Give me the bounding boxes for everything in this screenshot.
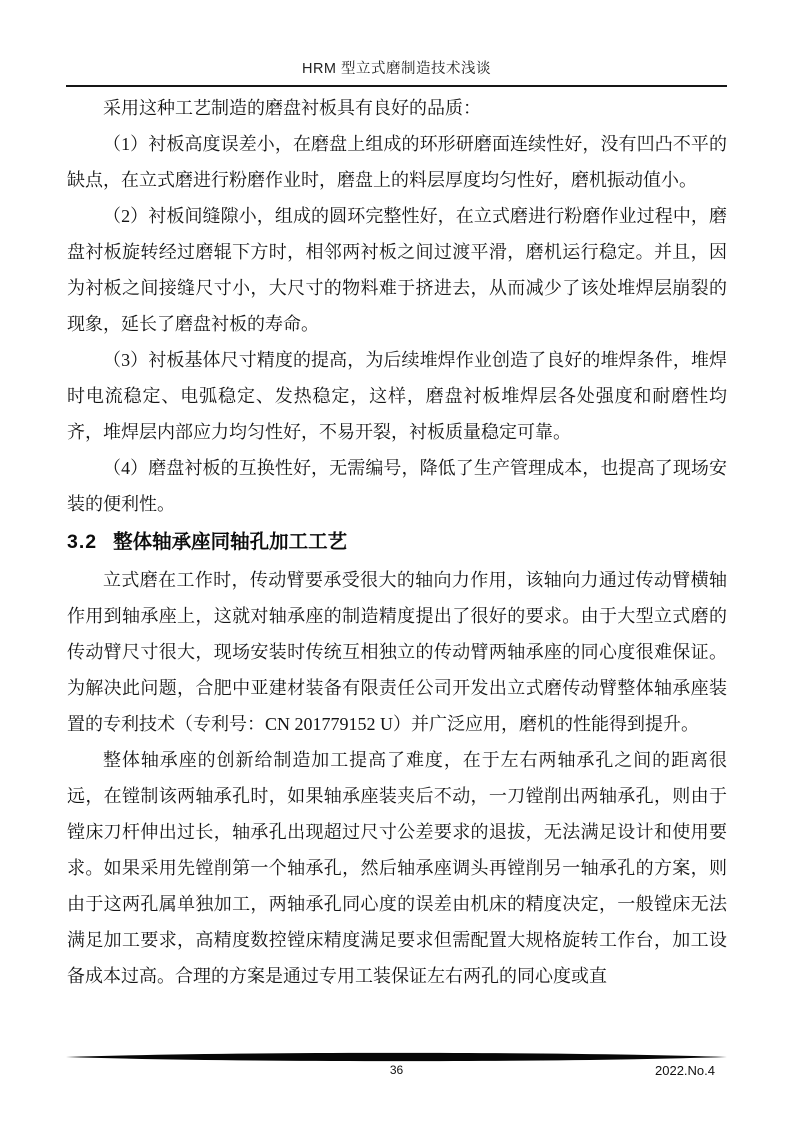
footer-rule: [66, 1052, 727, 1062]
footer-text-row: [0, 1063, 793, 1083]
paragraph-item-3: （3）衬板基体尺寸精度的提高，为后续堆焊作业创造了良好的堆焊条件，堆焊时电流稳定、电弧稳定、发热稳定，这样，磨盘衬板堆焊层各处强度和耐磨性均齐，堆焊层内部应力均匀性好，不易开裂，衬板质量稳定可靠。: [67, 350, 727, 442]
section-number: 3.2: [67, 531, 98, 553]
issue-label: 2022.No.4: [655, 1063, 715, 1078]
page-header: [0, 0, 793, 87]
header-rule: [66, 85, 727, 87]
section-title: 整体轴承座同轴孔加工工艺: [113, 531, 348, 553]
header-title: HRM 型立式磨制造技术浅谈: [301, 61, 492, 77]
paragraph-item-4: （4）磨盘衬板的互换性好，无需编号，降低了生产管理成本，也提高了现场安装的便利性。: [67, 458, 727, 514]
page-footer: [0, 1052, 793, 1083]
paragraph-item-2: （2）衬板间缝隙小，组成的圆环完整性好，在立式磨进行粉磨作业过程中，磨盘衬板旋转经过磨辊下方时，相邻两衬板之间过渡平滑，磨机运行稳定。并且，因为衬板之间接缝尺寸小，大尺寸的物料难于挤进去，从而减少了该处堆焊层崩裂的现象，延长了磨盘衬板的寿命。: [67, 206, 727, 334]
paragraph-section-2: 整体轴承座的创新给制造加工提高了难度，在于左右两轴承孔之间的距离很远，在镗制该两轴承孔时，如果轴承座装夹后不动，一刀镗削出两轴承孔，则由于镗床刀杆伸出过长，轴承孔出现超过尺寸公差要求的退拔，无法满足设计和使用要求。如果采用先镗削第一个轴承孔，然后轴承座调头再镗削另一轴承孔的方案，则由于这两孔属单独加工，两轴承孔同心度的误差由机床的精度决定，一般镗床无法满足加工要求，高精度数控镗床精度满足要求但需配置大规格旋转工作台，加工设备成本过高。合理的方案是通过专用工装保证左右两孔的同心度或直: [67, 750, 727, 986]
page-body: [67, 90, 727, 994]
paragraph-section-1: 立式磨在工作时，传动臂要承受很大的轴向力作用，该轴向力通过传动臂横轴作用到轴承座上，这就对轴承座的制造精度提出了很好的要求。由于大型立式磨的传动臂尺寸很大，现场安装时传统互相独立的传动臂两轴承座的同心度很难保证。为解决此问题，合肥中亚建材装备有限责任公司开发出立式磨传动臂整体轴承座装置的专利技术（专利号：CN 201779152 U）并广泛应用，磨机的性能得到提升。: [67, 570, 727, 734]
section-heading: [67, 523, 727, 561]
paragraph-intro: 采用这种工艺制造的磨盘衬板具有良好的品质：: [103, 98, 481, 118]
page-number: 36: [389, 1063, 404, 1077]
paragraph-item-1: （1）衬板高度误差小，在磨盘上组成的环形研磨面连续性好，没有凹凸不平的缺点，在立式磨进行粉磨作业时，磨盘上的料层厚度均匀性好，磨机振动值小。: [67, 134, 727, 190]
